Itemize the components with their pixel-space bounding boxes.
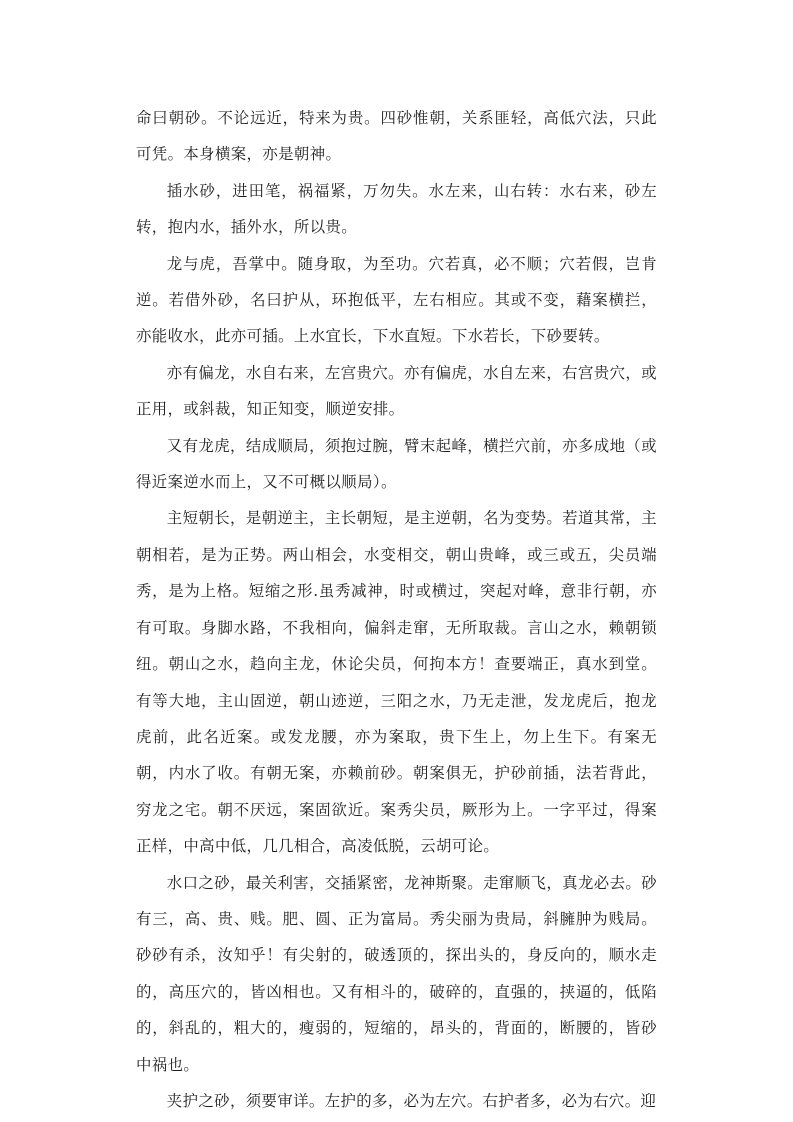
paragraph: 水口之砂，最关利害，交插紧密，龙神斯聚。走窜顺飞，真龙必去。砂有三，高、贵、贱。肥、圆、正为富局。秀尖丽为贵局，斜臃肿为贱局。砂砂有杀，汝知乎！有尖射的，破透顶的，探出头的，身反向的，顺水走的，高压穴的，皆凶相也。又有相斗的，破碎的，直强的，挟逼的，低陷的，斜乱的，粗大的，瘦弱的，短缩的，昂头的，背面的，断腰的，皆砂中祸也。 [136, 873, 657, 1074]
paragraph: 插水砂，进田笔，祸福紧，万勿失。水左来，山右转：水右来，砂左转，抱内水，插外水，所以贵。 [136, 181, 657, 237]
paragraph: 亦有偏龙，水自右来，左宫贵穴。亦有偏虎，水自左来，右宫贵穴，或正用，或斜裁，知正知变，顺逆安排。 [136, 363, 657, 419]
paragraph: 龙与虎，吾掌中。随身取，为至功。穴若真，必不顺；穴若假，岂肯逆。若借外砂，名曰护从，环抱低平，左右相应。其或不变，藉案横拦，亦能收水，此亦可插。上水宜长，下水直短。下水若长，下砂要转。 [136, 254, 657, 346]
paragraph: 夹护之砂，须要审详。左护的多，必为左穴。右护者多，必为右穴。迎 [166, 1091, 657, 1110]
paragraph: 又有龙虎，结成顺局，须抱过腕，臂末起峰，横拦穴前，亦多成地（或得近案逆水而上，又不可概以顺局）。 [136, 436, 657, 492]
body-text [136, 100, 657, 1119]
paragraph: 命曰朝砂。不论远近，特来为贵。四砂惟朝，关系匪轻，高低穴法，只此可凭。本身横案，亦是朝神。 [136, 109, 657, 164]
paragraph: 主短朝长，是朝逆主，主长朝短，是主逆朝，名为变势。若道其常，主朝相若，是为正势。两山相会，水变相交，朝山贵峰，或三或五，尖员端秀，是为上格。短缩之形.虽秀减神，时或横过，突起对峰，意非行朝，亦有可取。身脚水路，不我相向，偏斜走窜，无所取裁。言山之水，赖朝锁纽。朝山之水，趋向主龙，休论尖员，何拘本方！查要端正，真水到堂。有等大地，主山固逆，朝山迹逆，三阳之水，乃无走泄，发龙虎后，抱龙虎前，此名近案。或发龙腰，亦为案取，贵下生上，勿上生下。有案无朝，内水了收。有朝无案，亦赖前砂。朝案俱无，护砂前插，法若背此，穷龙之宅。朝不厌远，案固欲近。案秀尖员，厥形为上。一字平过，得案正样，中高中低，几几相合，高凌低脱，云胡可论。 [136, 509, 657, 856]
